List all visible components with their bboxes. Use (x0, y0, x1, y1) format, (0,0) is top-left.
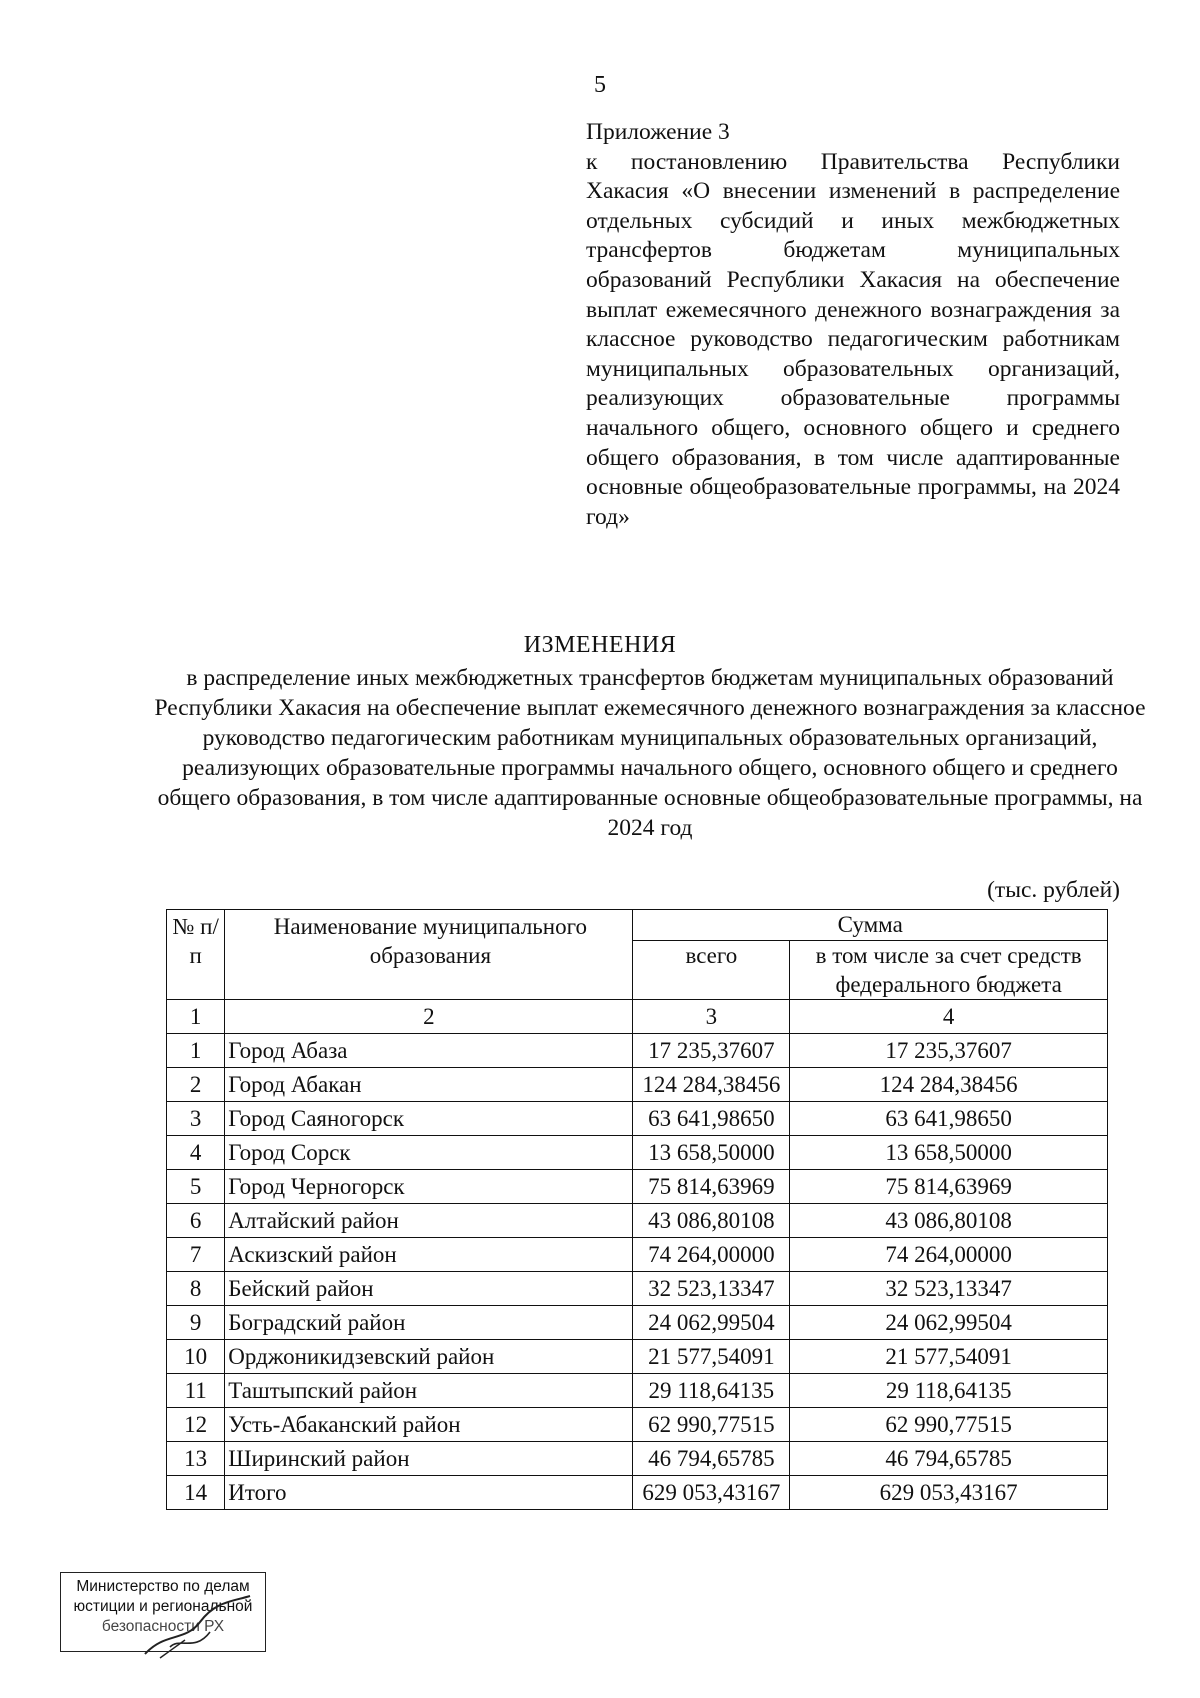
units-label: (тыс. рублей) (987, 877, 1120, 903)
table-row (167, 1102, 1108, 1136)
appendix-block (586, 118, 1120, 532)
row-num: 5 (167, 1170, 225, 1204)
row-num: 6 (167, 1204, 225, 1238)
row-num: 10 (167, 1340, 225, 1374)
header-federal: в том числе за счет средств федерального бюджета (790, 941, 1108, 1000)
amount-total: 13 658,50000 (633, 1136, 790, 1170)
municipality-name: Таштыпский район (225, 1374, 633, 1408)
row-num: 3 (167, 1102, 225, 1136)
amount-total: 62 990,77515 (633, 1408, 790, 1442)
municipality-name: Город Саяногорск (225, 1102, 633, 1136)
amount-federal: 629 053,43167 (790, 1476, 1108, 1510)
document-heading: ИЗМЕНЕНИЯ (523, 632, 677, 658)
amount-federal: 17 235,37607 (790, 1034, 1108, 1068)
table-row (167, 1238, 1108, 1272)
row-num: 13 (167, 1442, 225, 1476)
index-cell: 3 (633, 1000, 790, 1034)
table-row (167, 1204, 1108, 1238)
amount-federal: 75 814,63969 (790, 1170, 1108, 1204)
row-num: 1 (167, 1034, 225, 1068)
municipality-name: Город Абакан (225, 1068, 633, 1102)
index-cell: 1 (167, 1000, 225, 1034)
table-row (167, 1170, 1108, 1204)
document-subheading: в распределение иных межбюджетных трансфертов бюджетам муниципальных образований Республики Хакасия на обеспечение выплат ежемесячного денежного вознаграждения за классное руководство педагогическим работникам муниципальных образовательных организаций, реализующих образовательные программы начального общего, основного общего и среднего общего образования, в том числе адаптированные основные общеобразовательные программы, на 2024 год (154, 665, 1146, 841)
table-row (167, 1068, 1108, 1102)
table-row (167, 1034, 1108, 1068)
municipality-name: Усть-Абаканский район (225, 1408, 633, 1442)
column-index-row (167, 1000, 1108, 1034)
header-total: всего (633, 941, 790, 1000)
index-cell: 4 (790, 1000, 1108, 1034)
signature (140, 1592, 260, 1662)
header-name: Наименование муниципального образования (225, 910, 633, 1000)
row-num: 12 (167, 1408, 225, 1442)
amount-federal: 62 990,77515 (790, 1408, 1108, 1442)
amount-federal: 13 658,50000 (790, 1136, 1108, 1170)
amount-total: 24 062,99504 (633, 1306, 790, 1340)
row-num: 14 (167, 1476, 225, 1510)
amount-federal: 24 062,99504 (790, 1306, 1108, 1340)
appendix-text: к постановлению Правительства Республики Хакасия «О внесении изменений в распределение отдельных субсидий и иных межбюджетных трансфертов бюджетам муниципальных образований Республики Хакасия на обеспечение выплат ежемесячного денежного вознаграждения за классное руководство педагогическим работникам муниципальных образовательных организаций, реализующих образовательные программы начального общего, основного общего и среднего общего образования, в том числе адаптированные основные общеобразовательные программы, на 2024 год» (586, 148, 1120, 530)
stamp-line: юстиции и региональной (73, 1598, 253, 1615)
amount-total: 124 284,38456 (633, 1068, 790, 1102)
amount-total: 29 118,64135 (633, 1374, 790, 1408)
page-number: 5 (594, 72, 606, 98)
amount-total: 75 814,63969 (633, 1170, 790, 1204)
table-header-row (167, 910, 1108, 941)
distribution-table (166, 909, 1108, 1510)
table-row (167, 1272, 1108, 1306)
appendix-title: Приложение 3 (586, 119, 730, 145)
amount-federal: 46 794,65785 (790, 1442, 1108, 1476)
table-row (167, 1340, 1108, 1374)
amount-federal: 63 641,98650 (790, 1102, 1108, 1136)
municipality-name: Город Черногорск (225, 1170, 633, 1204)
municipality-name: Бейский район (225, 1272, 633, 1306)
row-num: 8 (167, 1272, 225, 1306)
table-row (167, 1136, 1108, 1170)
table-row (167, 1374, 1108, 1408)
table-row (167, 1476, 1108, 1510)
amount-federal: 74 264,00000 (790, 1238, 1108, 1272)
municipality-name: Алтайский район (225, 1204, 633, 1238)
municipality-name: Итого (225, 1476, 633, 1510)
amount-federal: 29 118,64135 (790, 1374, 1108, 1408)
amount-total: 43 086,80108 (633, 1204, 790, 1238)
stamp-line: безопасности РХ (101, 1618, 225, 1635)
amount-federal: 43 086,80108 (790, 1204, 1108, 1238)
amount-federal: 21 577,54091 (790, 1340, 1108, 1374)
amount-total: 63 641,98650 (633, 1102, 790, 1136)
amount-federal: 124 284,38456 (790, 1068, 1108, 1102)
municipality-name: Город Сорск (225, 1136, 633, 1170)
header-sum: Сумма (633, 910, 1108, 941)
municipality-name: Орджоникидзевский район (225, 1340, 633, 1374)
municipality-name: Ширинский район (225, 1442, 633, 1476)
amount-total: 21 577,54091 (633, 1340, 790, 1374)
amount-total: 17 235,37607 (633, 1034, 790, 1068)
row-num: 2 (167, 1068, 225, 1102)
index-cell: 2 (225, 1000, 633, 1034)
amount-federal: 32 523,13347 (790, 1272, 1108, 1306)
row-num: 9 (167, 1306, 225, 1340)
municipality-name: Аскизский район (225, 1238, 633, 1272)
table-row (167, 1442, 1108, 1476)
table-row (167, 1408, 1108, 1442)
amount-total: 74 264,00000 (633, 1238, 790, 1272)
header-num: № п/п (167, 910, 225, 1000)
row-num: 4 (167, 1136, 225, 1170)
table-row (167, 1306, 1108, 1340)
row-num: 7 (167, 1238, 225, 1272)
stamp-line: Министерство по делам (76, 1578, 250, 1595)
amount-total: 46 794,65785 (633, 1442, 790, 1476)
amount-total: 629 053,43167 (633, 1476, 790, 1510)
amount-total: 32 523,13347 (633, 1272, 790, 1306)
row-num: 11 (167, 1374, 225, 1408)
municipality-name: Боградский район (225, 1306, 633, 1340)
municipality-name: Город Абаза (225, 1034, 633, 1068)
